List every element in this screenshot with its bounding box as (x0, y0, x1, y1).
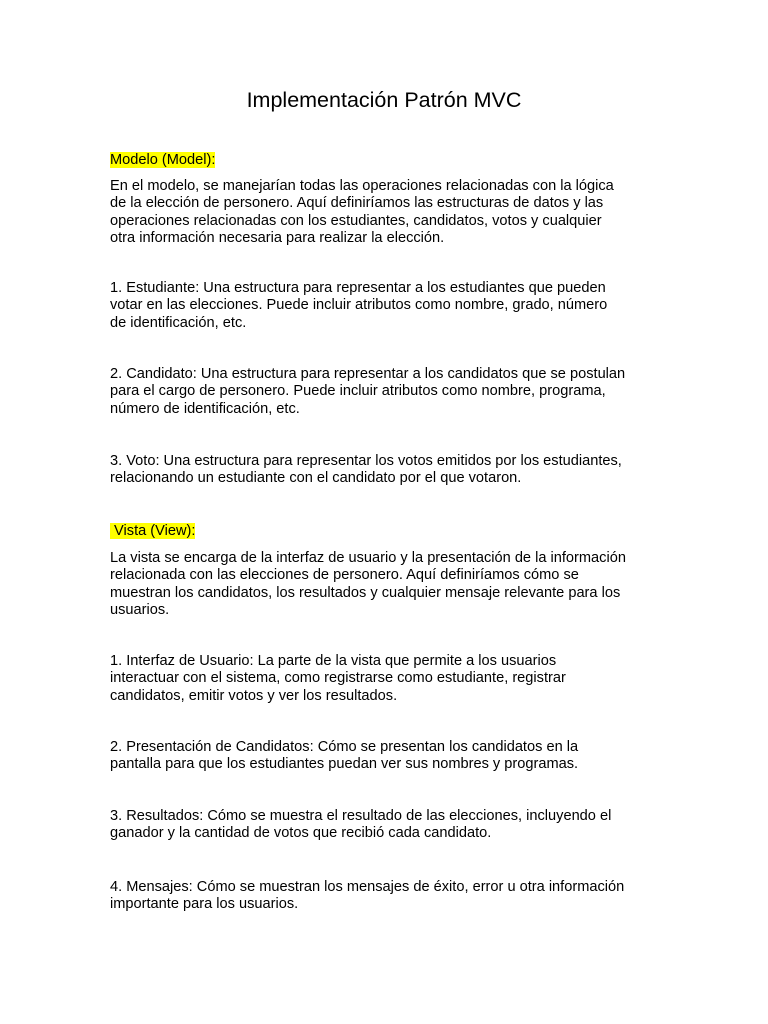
model-item-voto: 3. Voto: Una estructura para representar los votos emitidos por los estudiantes, relacionando un estudiante con el candidato por el que votaron. (110, 453, 622, 487)
highlighted-text: Vista (View): (110, 523, 196, 539)
view-item-presentacion: 2. Presentación de Candidatos: Cómo se presentan los candidatos en la pantalla para que los estudiantes puedan ver sus nombres y programas. (110, 739, 579, 773)
view-item-resultados: 3. Resultados: Cómo se muestra el resultado de las elecciones, incluyendo el ganador y la cantidad de votos que recibió cada candidato. (110, 808, 612, 842)
model-item-candidato: 2. Candidato: Una estructura para representar a los candidatos que se postulan para el cargo de personero. Puede incluir atributos como nombre, programa, número de identificación, etc. (110, 366, 626, 417)
highlighted-text: Modelo (Model): (110, 152, 216, 168)
view-item-mensajes: 4. Mensajes: Cómo se muestran los mensajes de éxito, error u otra información importante para los usuarios. (110, 879, 625, 913)
view-item-interfaz: 1. Interfaz de Usuario: La parte de la vista que permite a los usuarios interactuar con el sistema, como registrarse como estudiante, registrar candidatos, emitir votos y ver los resultados. (110, 653, 566, 704)
section-heading-model (110, 152, 215, 169)
page-title: Implementación Patrón MVC (246, 88, 522, 112)
view-intro-paragraph: La vista se encarga de la interfaz de usuario y la presentación de la información relacionada con las elecciones de personero. Aquí definiríamos cómo se muestran los candidatos, los resultados y cualquier mensaje relevante para los usuarios. (110, 550, 626, 618)
model-intro-paragraph: En el modelo, se manejarían todas las operaciones relacionadas con la lógica de la elección de personero. Aquí definiríamos las estructuras de datos y las operaciones relacionadas con los estudiantes, candidatos, votos y cualquier otra información necesaria para realizar la elección. (110, 178, 614, 246)
model-item-estudiante: 1. Estudiante: Una estructura para representar a los estudiantes que pueden votar en las elecciones. Puede incluir atributos como nombre, grado, número de identificación, etc. (110, 280, 608, 331)
section-heading-view (110, 523, 195, 540)
